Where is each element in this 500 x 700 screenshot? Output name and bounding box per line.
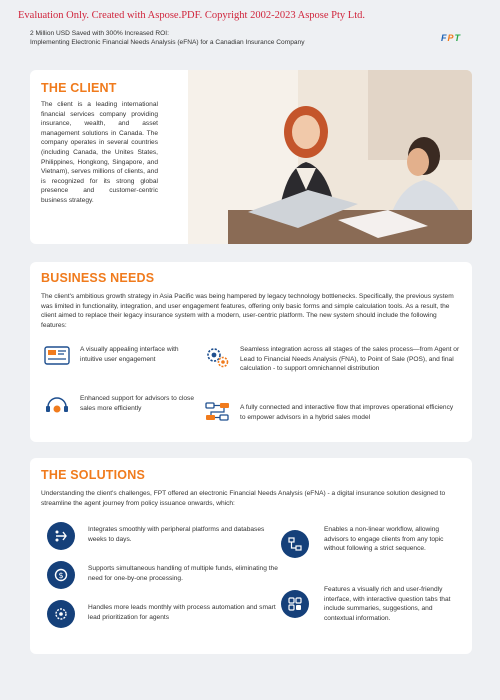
needs-item (44, 345, 194, 369)
needs-item-text: A visually appealing interface with intuitive user engagement (80, 346, 179, 363)
fpt-logo (441, 33, 460, 43)
integration-icon (47, 522, 75, 550)
solutions-description: Understanding the client's challenges, FPT offered an electronic Financial Needs Analysis (eFNA) - a digital insurance solution designed to streamline the agent journey from policy issuance onwards, which: (41, 490, 446, 507)
header-line-1: 2 Million USD Saved with 300% Increased ROI: (30, 30, 169, 37)
solutions-card (30, 458, 472, 654)
business-needs-card (30, 262, 472, 442)
solution-item-text: Features a visually rich and user-friendly interface, with interactive question tabs that include summaries, suggestions, and contextual information. (324, 586, 451, 622)
automation-icon (47, 600, 75, 628)
needs-item (204, 400, 460, 424)
logo-letter-p: P (447, 33, 454, 43)
evaluation-watermark: Evaluation Only. Created with Aspose.PDF. Copyright 2002-2023 Aspose Pty Ltd. (18, 10, 366, 21)
client-description: The client is a leading international financial services company providing insurance, wealth, and asset management solutions in Canada. The company operates in several countries (including Canada, the Unites States, Philippines, Hongkong, Singapore, and Vietnam), serves millions of clients, and is recognized for its strong global presence and customer-centric business strategy. (41, 101, 158, 204)
solutions-title: THE SOLUTIONS (41, 468, 145, 482)
solution-item-text: Integrates smoothly with peripheral platforms and databases weeks to days. (88, 526, 265, 543)
solution-item-text: Enables a non-linear workflow, allowing advisors to engage clients from any topic without following a strict sequence. (324, 526, 444, 553)
client-card (30, 70, 472, 244)
needs-item-text: Seamless integration across all stages of the sales process—from Agent or Lead to Financial Needs Analysis (FNA), to Point of Sale (POS), and final calculation - to support omnichannel distribution (240, 346, 460, 373)
office-meeting-illustration (188, 70, 472, 244)
solution-item-text: Handles more leads monthly with process automation and smart lead prioritization for agents (88, 604, 276, 621)
needs-item (44, 394, 194, 418)
needs-title: BUSINESS NEEDS (41, 271, 155, 285)
client-photo (188, 70, 472, 244)
gears-icon (204, 345, 232, 369)
svg-text:$: $ (58, 571, 64, 580)
client-title: THE CLIENT (41, 81, 117, 95)
support-chat-icon (44, 394, 72, 418)
ui-design-icon (44, 345, 72, 369)
logo-letter-t: T (454, 33, 460, 43)
workflow-icon (204, 400, 232, 424)
solution-item-text: Supports simultaneous handling of multiple funds, eliminating the need for one-by-one processing. (88, 565, 278, 582)
funds-icon (47, 561, 75, 589)
needs-item-text: A fully connected and interactive flow that improves operational efficiency to empower advisors in a hybrid sales model (240, 404, 454, 421)
needs-item (204, 345, 460, 374)
needs-item-text: Enhanced support for advisors to close sales more efficiently (80, 395, 194, 412)
document-header (30, 29, 430, 47)
nonlinear-flow-icon (281, 530, 309, 558)
logo-letter-f: F (440, 33, 447, 43)
dashboard-icon (281, 590, 309, 618)
needs-description: The client's ambitious growth strategy in Asia Pacific was being hampered by legacy technology bottlenecks. Specifically, the previous system was limited in functionality, integration, and user engagement features, offering only basic forms and simple calculation tools. As a result, the client aimed to replace their legacy insurance system with a modern, user-centric platform. The new system should include the following features: (41, 293, 454, 329)
header-line-2: Implementing Electronic Financial Needs Analysis (eFNA) for a Canadian Insurance Company (30, 39, 305, 46)
